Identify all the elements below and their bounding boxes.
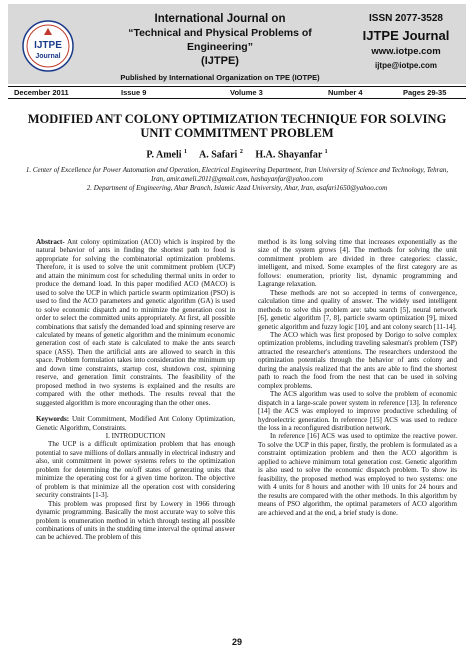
journal-title-block: [94, 12, 346, 84]
affiliation-2: 2. Department of Engineering, Ahar Branch, Islamic Azad University, Ahar, Iran, asafari1650@yahoo.com: [86, 184, 388, 192]
title-line-1: MODIFIED ANT COLONY OPTIMIZATION TECHNIQUE FOR SOLVING: [27, 112, 447, 126]
author-affiliation-mark: 2: [239, 149, 243, 155]
journal-abbreviation: (IJTPE): [201, 55, 239, 67]
issue-number: Issue 9: [121, 88, 147, 97]
page-number: 29: [231, 637, 242, 647]
journal-header: [8, 4, 466, 84]
author-name: H.A. Shayanfar: [255, 149, 323, 161]
author-list: [20, 149, 454, 160]
title-line-2: UNIT COMMITMENT PROBLEM: [140, 126, 334, 140]
left-column: [36, 238, 235, 542]
journal-line-2: “Technical and Physical Problems of Engineering”: [128, 27, 312, 53]
body-paragraph: The ACO which was first proposed by Dorigo to solve complex optimization problems, including traveling salesman's problem (TSP) attracted the researcher's attentions. The researchers understood the optimization potentials through the behavior of ants colony and during the analysis realized that the ants are able to find the shortest path to reach the food from the nest that can be used in solving complex problems.: [258, 330, 457, 390]
author-affiliation-mark: 1: [324, 149, 328, 155]
affiliation-1: 1. Center of Excellence for Power Automation and Operation, Electrical Engineering Department, Iran University of Science and Technology, Tehran, Iran, amir.ameli.2011@gmail.com, hashayanfar@yahoo.com: [25, 166, 449, 183]
author-affiliation-mark: 1: [184, 149, 188, 155]
abstract: [36, 238, 235, 407]
journal-website: www.iotpe.com: [371, 46, 441, 57]
journal-name: IJTPE Journal: [362, 28, 450, 43]
keywords-label: Keywords:: [36, 415, 70, 424]
abstract-label: Abstract-: [36, 238, 65, 246]
journal-info-block: [346, 12, 466, 73]
issue-pages: Pages 29-35: [403, 88, 447, 97]
author-name: A. Safari: [199, 149, 238, 161]
intro-paragraph: This problem was proposed first by Lowery in 1966 through dynamic programming. Basically the most accurate way to solve this problem is enumeration method in which through testing all possible combinations of units in the studding time interval the optimal answer can be achieved. The problem of this: [36, 499, 235, 542]
keywords: [36, 415, 235, 432]
author-name: P. Ameli: [146, 149, 182, 161]
right-column: [258, 238, 457, 517]
logo-text: IJTPE: [34, 40, 62, 51]
issue-date: December 2011: [14, 88, 69, 97]
issn: ISSN 2077-3528: [369, 13, 443, 24]
affiliations: [24, 166, 450, 193]
intro-paragraph: The UCP is a difficult optimization problem that has enough potential to save millions of dollars annually in electrical industry and also, unit commitment in power systems refers to the optimization problem for determining the on/off states of generating units that minimize the operating cost for a given time horizon. The objective of problem is that minimize all the operation cost with considering security constraints [1-3].: [36, 440, 235, 500]
issue-number-field: Number 4: [328, 88, 363, 97]
body-paragraph: These methods are not so accepted in terms of convergence, calculation time and quality of answer. The widely used intelligent methods to solve this problem are: tabu search [5], neural network [6], genetic algorithm [7, 8], particle swarm optimization [9], mixed genetic algorithm and fuzzy logic [10], and ant colony search [11-14].: [258, 288, 457, 331]
keywords-text: Unit Commitment, Modified Ant Colony Optimization, Genetic Algorithm, Constraints.: [36, 415, 235, 432]
body-paragraph: In reference [16] ACS was used to optimize the reactive power. To solve the UCP in this paper, firstly, the problem is formulated as a constraint optimization problem and then the ACO algorithm is applied to achieve minimum total generation cost. Genetic algorithm is also used to solve the economic dispatch problem. To show its feasibility, the proposed method was employed to two systems: one with 4 units for 8 hours and another with 10 units for 24 hours and the results are compared with the other methods. In this algorithm by means of PSO algorithm, the optimal parameters of ACO algorithm are achieved and at the end, a brief study is done.: [258, 432, 457, 517]
body-paragraph: method is its long solving time that increases exponentially as the size of the system grows [4]. The methods for solving the unit commitment problem are divided in three categories: classic, intelligent, and mixed. Some examples of the first category are as follows: enumeration, priority list, dynamic programming and Lagrange relaxation.: [258, 238, 457, 289]
journal-logo: [22, 20, 74, 72]
issue-volume: Volume 3: [230, 88, 263, 97]
section-heading-introduction: I. INTRODUCTION: [105, 431, 166, 440]
journal-line-1: International Journal on: [154, 13, 286, 25]
abstract-text: Ant colony optimization (ACO) which is inspired by the natural behavior of ants in finding the shortest path to food is appropriate for solving the combinatorial optimization problems. Therefore, it is used to solve the unit commitment problem (UCP) and attain the minimum cost for scheduling thermal units in order to produce the demand load. In this paper modified ACO (MACO) is used to solve the UCP in which particle swarm optimization (PSO) is used to find the ACO parameters and genetic algorithm (GA) is used to solve economic dispatch and to minimize the generation cost in order to select the committed units appropriately. At first, all possible combinations that satisfy the demanded load and spinning reserve are calculated by means of genetic algorithm and the minimum economic generation cost of each state is calculated to make the ants search space (ASS). Then the artificial ants are allowed to search in this space. Problem formulation takes into consideration the minimum up and down time constraints, startup cost, shutdown cost, spinning reserve, and generation limit constraints. The feasibility of the proposed method in two systems is explained and the results are compared with the other methods. The results reveal that the suggested algorithm is more encouraging than the other ones.: [36, 238, 235, 407]
journal-email: ijtpe@iotpe.com: [374, 61, 438, 70]
logo-subtext: Journal: [35, 53, 61, 60]
article-title: [20, 112, 454, 140]
publisher-line: Published by International Organization on TPE (IOTPE): [120, 73, 320, 82]
issue-bar: [8, 86, 466, 99]
body-paragraph: The ACS algorithm was used to solve the problem of economic dispatch in a large-scale power system in reference [13]. In reference [14] the ACS was employed to improve productive scheduling of hydroelectric generation. In reference [15] ACS was used to reduce the loss in a reconfigured distribution network.: [258, 390, 457, 432]
